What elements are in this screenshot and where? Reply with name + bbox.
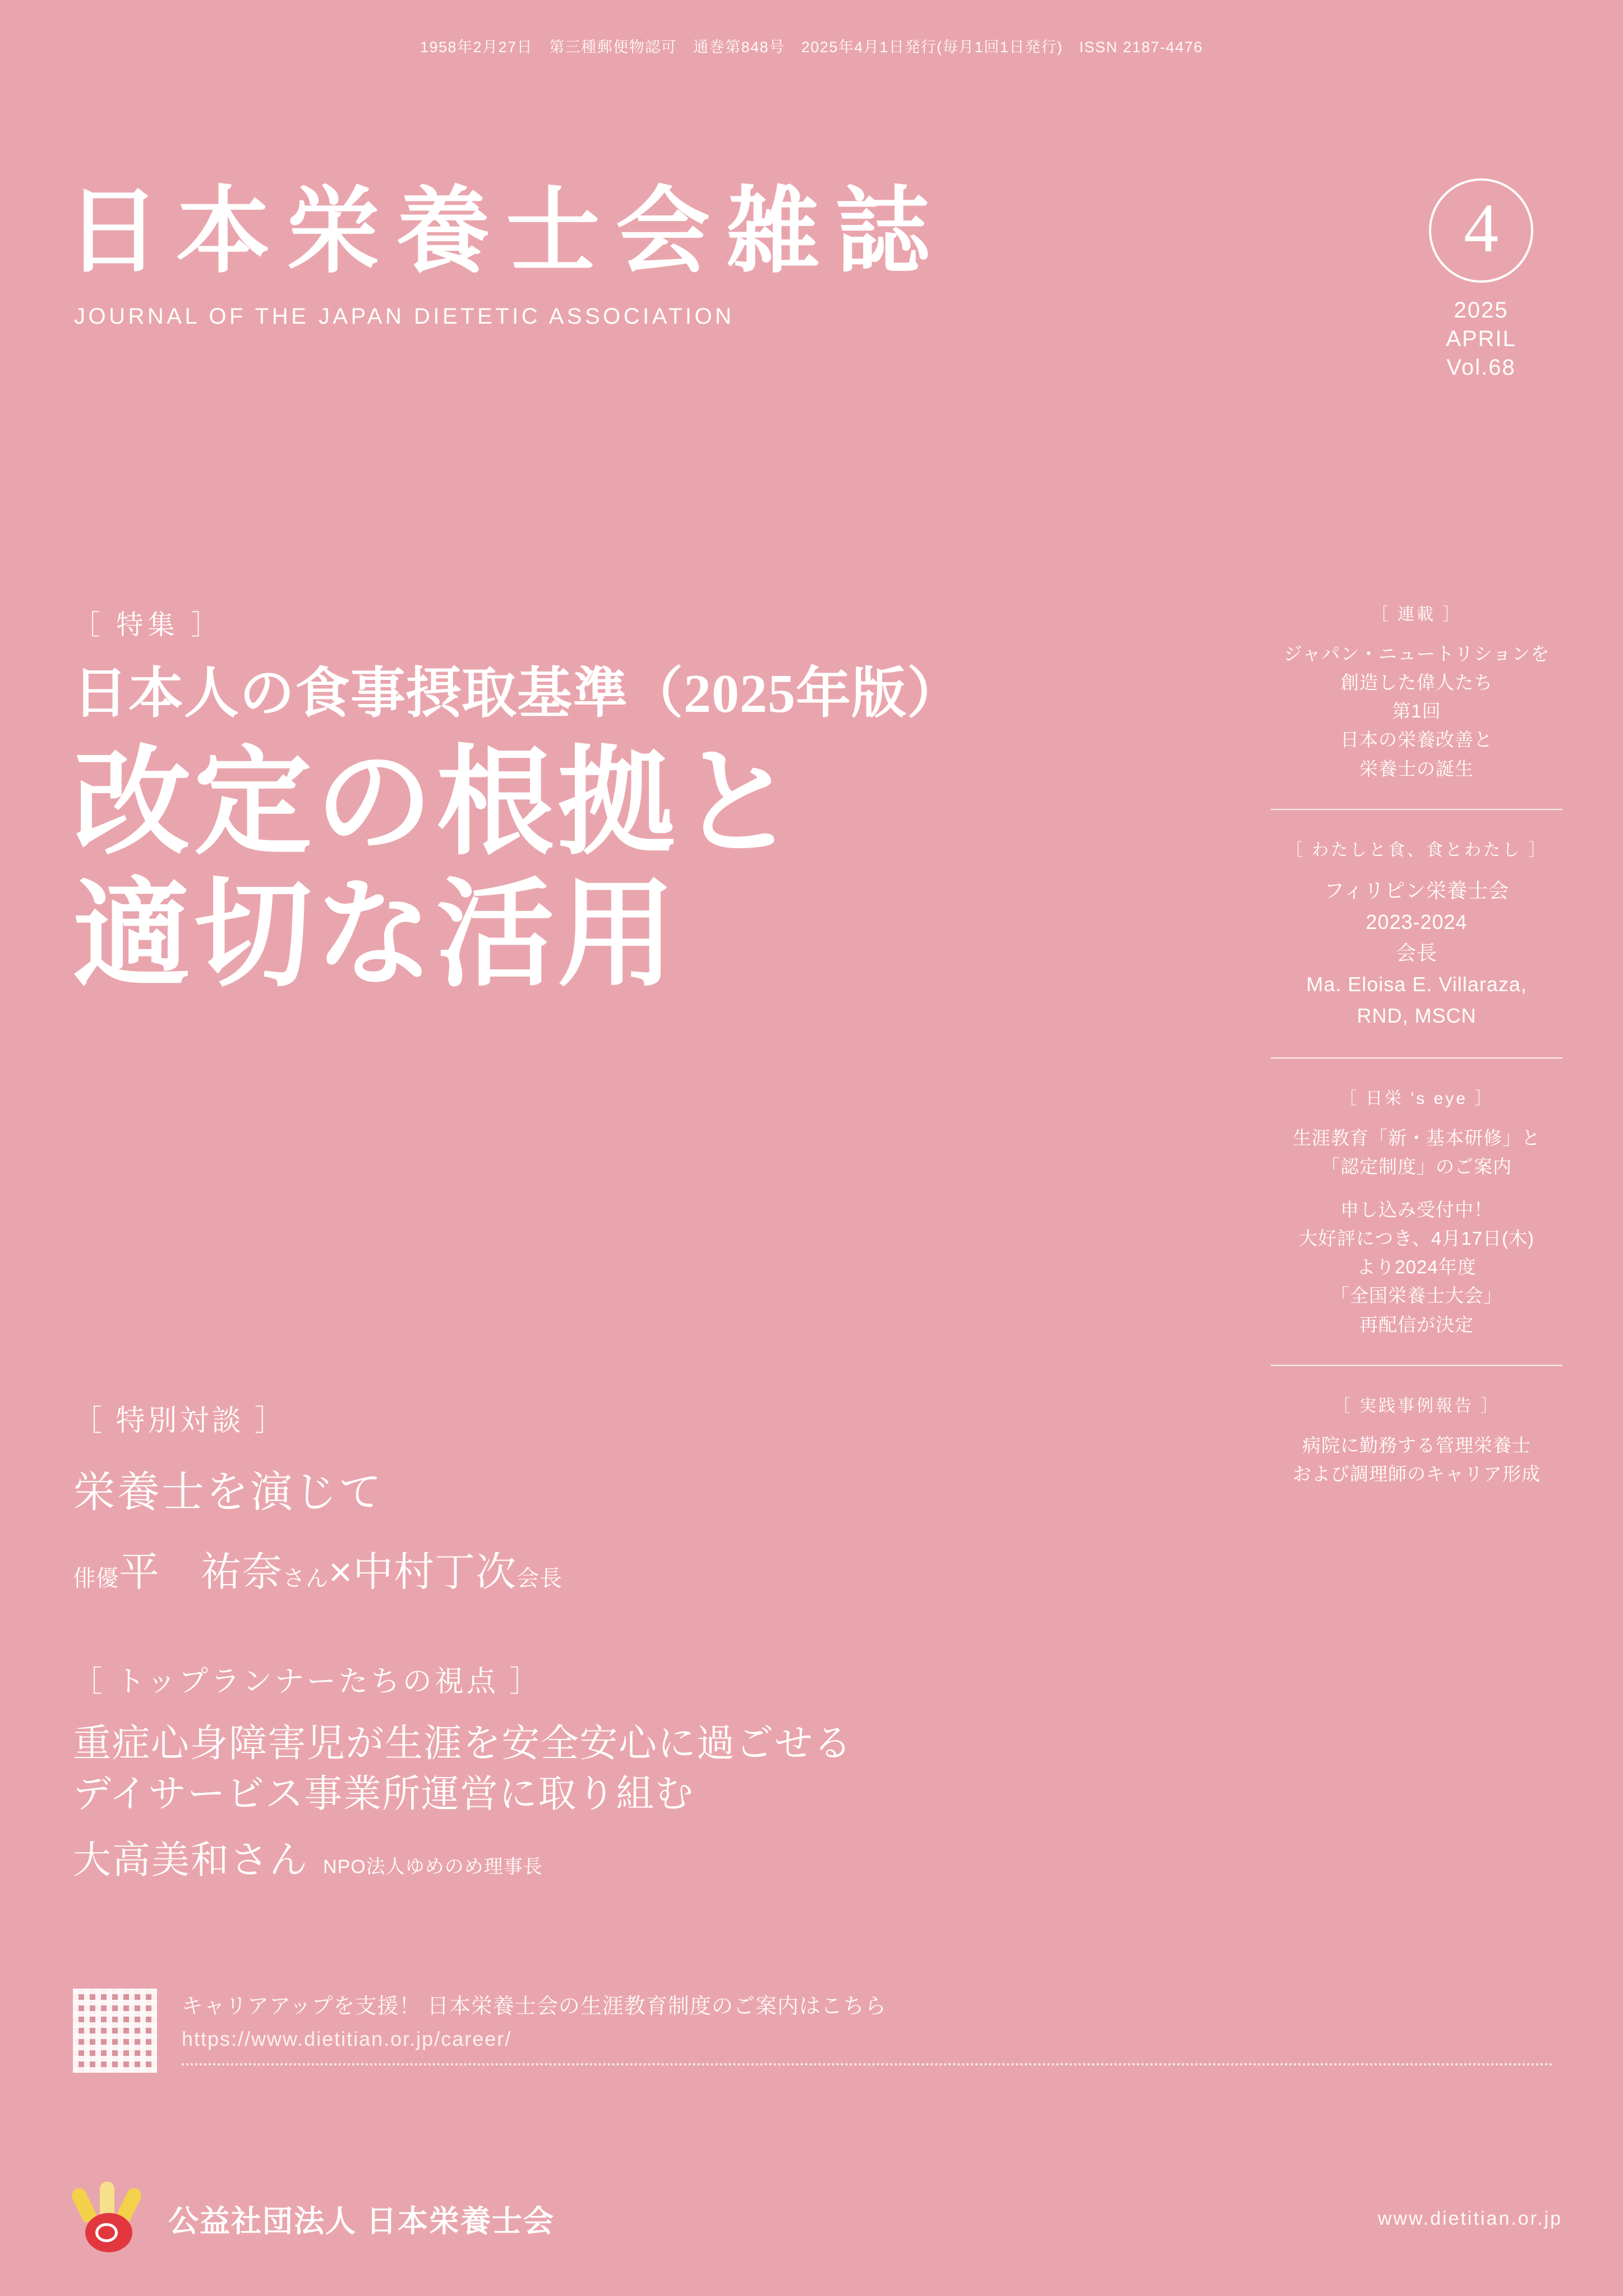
- special-talk-article: [73, 1397, 1166, 1598]
- participant1-suffix: さん: [283, 1566, 329, 1591]
- feature-title-line1: 改定の根拠と: [73, 738, 800, 869]
- legal-imprint-line: [0, 35, 1623, 57]
- top-runner-person: [73, 1830, 1195, 1884]
- rail-text-serial: [1271, 639, 1562, 783]
- feature-article: [73, 603, 1251, 1002]
- rail-eye-line5: 大好評につき、4月17日(木): [1298, 1228, 1535, 1249]
- rail-eye-line8: 再配信が決定: [1359, 1314, 1474, 1335]
- career-promo-url[interactable]: https://www.dietitian.or.jp/career/: [182, 2027, 512, 2050]
- rail-label-nichiei-eye: ［ 日栄 's eye ］: [1339, 1089, 1494, 1108]
- participant2-name: 中村丁次: [353, 1550, 517, 1595]
- magazine-title: 日本栄養士会雑誌: [66, 180, 946, 284]
- rail-item-food-and-me: [1271, 836, 1562, 1032]
- feature-subtitle: 日本人の食事摂取基準（2025年版）: [73, 664, 963, 724]
- rail-item-serial: [1271, 600, 1562, 783]
- rail-case-line1: 病院に勤務する管理栄養士: [1302, 1434, 1531, 1456]
- rail-serial-line5: 栄養士の誕生: [1359, 758, 1474, 779]
- rail-eye-line4: 申し込み受付中！: [1340, 1199, 1493, 1220]
- issue-month-english: APRIL: [1446, 326, 1516, 352]
- rail-eye-line6: より2024年度: [1357, 1257, 1477, 1278]
- rail-item-nichiei-eye: [1271, 1084, 1562, 1339]
- issue-volume: Vol.68: [1446, 355, 1516, 380]
- rail-eye-line1: 生涯教育「新・基本研修」と: [1293, 1127, 1541, 1148]
- rail-label-case-report: ［ 実践事例報告 ］: [1333, 1396, 1500, 1415]
- participants-separator: ×: [329, 1550, 353, 1595]
- rail-serial-line1: ジャパン・ニュートリションを: [1283, 643, 1550, 664]
- rail-food-line2: 2023-2024: [1366, 910, 1468, 933]
- top-runner-title: [73, 1719, 1195, 1820]
- rail-food-line5: RND, MSCN: [1357, 1004, 1477, 1027]
- rail-eye-line7: 「全国栄養士大会」: [1331, 1285, 1502, 1306]
- special-talk-title: 栄養士を演じて: [73, 1469, 383, 1516]
- special-talk-participants: [73, 1539, 1166, 1598]
- sidebar-contents: [1271, 600, 1562, 1494]
- organization-website[interactable]: www.dietitian.or.jp: [1377, 2207, 1562, 2229]
- association-logo-icon: [73, 2185, 146, 2252]
- footer: [73, 2185, 1562, 2252]
- registration-date: 1958年2月27日: [419, 39, 533, 56]
- issn: ISSN 2187-4476: [1079, 39, 1203, 56]
- special-talk-kicker: ［ 特別対談 ］: [73, 1405, 287, 1437]
- feature-kicker: ［ 特集 ］: [73, 610, 223, 640]
- rail-food-line4: Ma. Eloisa E. Villaraza,: [1306, 973, 1527, 996]
- rail-label-serial: ［ 連載 ］: [1371, 605, 1462, 624]
- top-runner-title-line2: デイサービス事業所運営に取り組む: [73, 1772, 694, 1815]
- issue-month-number: 4: [1429, 178, 1533, 283]
- career-divider: [182, 2063, 1553, 2065]
- rail-eye-line2: 「認定制度」のご案内: [1321, 1156, 1512, 1177]
- rail-food-line1: フィリピン栄養士会: [1324, 878, 1510, 902]
- rail-text-case-report: [1271, 1431, 1562, 1488]
- serial-number: 通巻第848号: [693, 39, 785, 56]
- career-promo: [73, 1989, 1553, 2073]
- career-promo-message: キャリアアップを支援！ 日本栄養士会の生涯教育制度のご案内はこちら: [182, 1995, 887, 2018]
- publication-info: 2025年4月1日発行(毎月1回1日発行): [801, 39, 1063, 56]
- rail-text-nichiei-eye: [1271, 1124, 1562, 1339]
- rail-divider-1: [1271, 809, 1562, 810]
- rail-divider-3: [1271, 1365, 1562, 1366]
- participant1-role: 俳優: [73, 1566, 119, 1591]
- masthead: [66, 180, 1300, 329]
- top-runner-article: [73, 1658, 1195, 1884]
- issue-year: 2025: [1454, 298, 1509, 323]
- feature-title: [73, 738, 1251, 1002]
- top-runner-title-line1: 重症心身障害児が生涯を安全安心に過ごせる: [73, 1722, 853, 1765]
- participant1-name: 平 祐奈: [119, 1550, 283, 1595]
- feature-title-line2: 適切な活用: [73, 870, 679, 1001]
- rail-food-line3: 会長: [1395, 941, 1437, 965]
- rail-divider-2: [1271, 1057, 1562, 1059]
- rail-eye-spacer: [1271, 1181, 1562, 1195]
- top-runner-kicker: ［ トップランナーたちの視点 ］: [73, 1665, 542, 1698]
- top-runner-name: 大高美和さん: [73, 1838, 309, 1881]
- rail-serial-line2: 創造した偉人たち: [1340, 672, 1493, 693]
- rail-case-line2: および調理師のキャリア形成: [1293, 1463, 1541, 1484]
- organization-name: 公益社団法人 日本栄養士会: [168, 2204, 555, 2238]
- rail-serial-line4: 日本の栄養改善と: [1340, 729, 1493, 751]
- rail-label-food-and-me: ［ わたしと食、食とわたし ］: [1285, 840, 1548, 859]
- magazine-title-english: JOURNAL OF THE JAPAN DIETETIC ASSOCIATION: [74, 304, 735, 329]
- participant2-role: 会長: [517, 1566, 563, 1591]
- top-runner-affiliation: NPO法人ゆめのめ理事長: [323, 1856, 543, 1878]
- rail-text-food-and-me: [1271, 875, 1562, 1032]
- issue-badge: [1405, 178, 1557, 383]
- rail-serial-line3: 第1回: [1392, 701, 1441, 722]
- postal-class: 第三種郵便物認可: [549, 39, 677, 56]
- rail-item-case-report: [1271, 1392, 1562, 1488]
- qr-code-icon[interactable]: [73, 1989, 157, 2073]
